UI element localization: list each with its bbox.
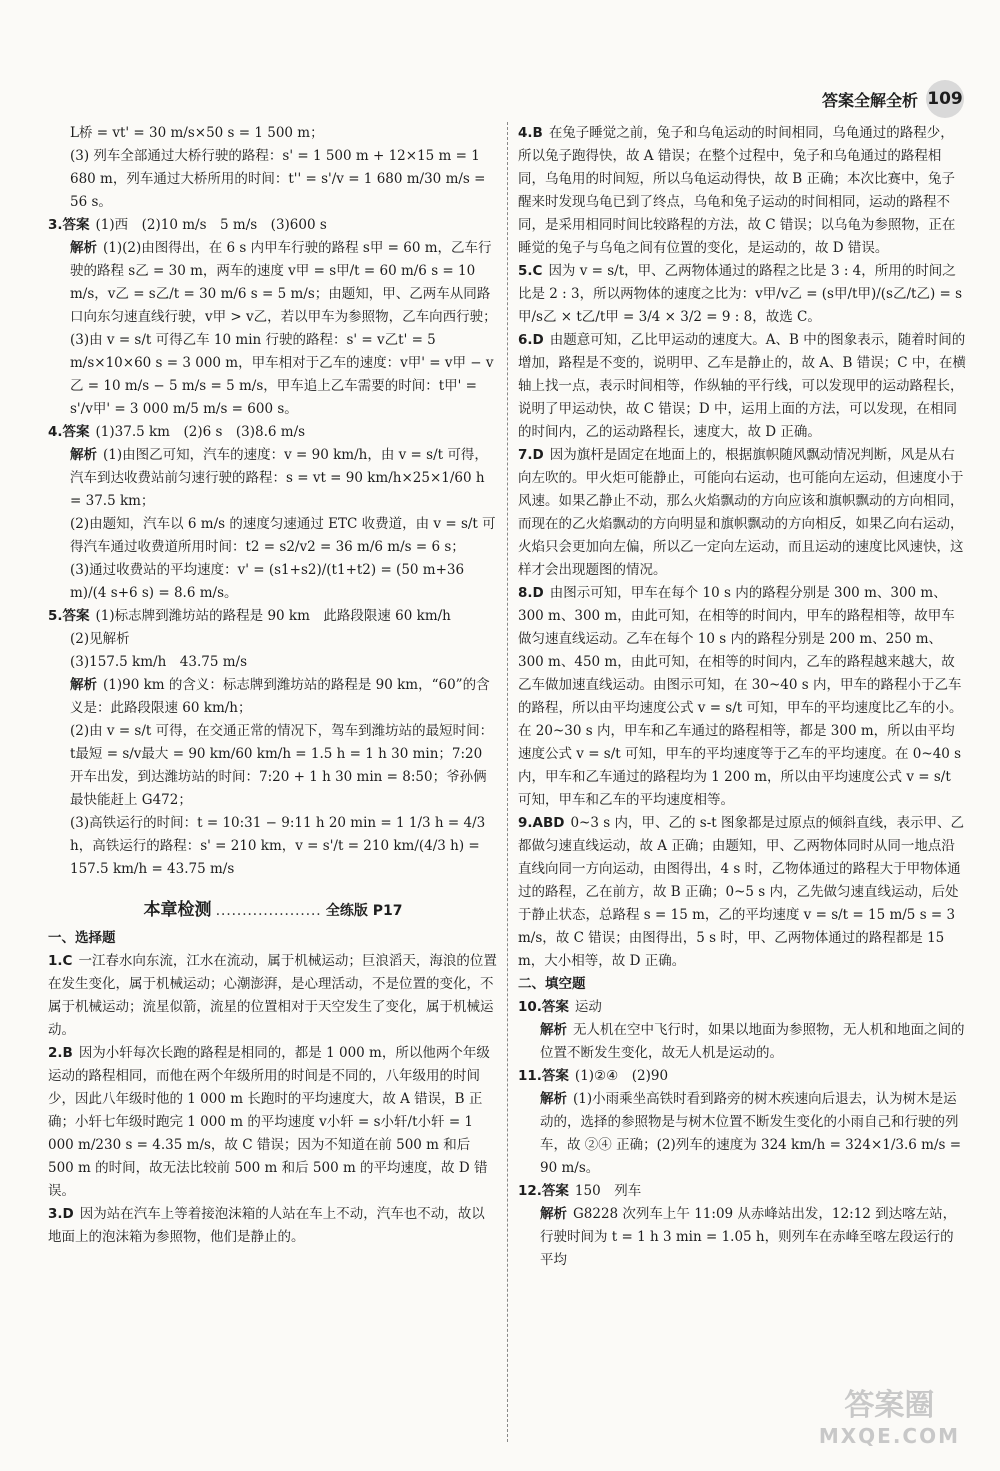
answer-label: 12.答案: [518, 1183, 569, 1199]
answer-label: 3.答案: [48, 217, 90, 233]
paragraph-text: (1)小雨乘坐高铁时看到路旁的树木疾速向后退去，认为树木是运动的，选择的参照物是与树木位置不断发生变化的小雨自己和行驶的列车，故 ②④ 正确；(2)列车的速度为 324 km/h = 324×1/3.6 m/s = 90 m/s。: [540, 1091, 962, 1176]
answer-label: 解析: [70, 240, 97, 256]
paragraph: [48, 674, 498, 720]
paragraph-text: (1)37.5 km (2)6 s (3)8.6 m/s: [95, 424, 306, 440]
paragraph: [48, 651, 498, 674]
answer-label: 解析: [70, 677, 97, 693]
page-header: [822, 80, 964, 118]
answer-label: 7.D: [518, 447, 544, 463]
paragraph: [518, 973, 966, 996]
paragraph-text: (3) 列车全部通过大桥行驶的路程：s' = 1 500 m + 12×15 m = 1 680 m，列车通过大桥所用的时间：t'' = s'/v = 1 680 m/30 m/s = 56 s。: [70, 148, 486, 210]
answer-label: 5.C: [518, 263, 543, 279]
paragraph: [518, 1180, 966, 1203]
chapter-ref: 全练版 P17: [325, 903, 403, 919]
paragraph: [48, 950, 498, 1042]
left-column: [48, 122, 498, 1249]
paragraph-text: (1)②④ (2)90: [574, 1068, 669, 1084]
paragraph: [518, 122, 966, 260]
answer-label: 1.C: [48, 953, 73, 969]
paragraph-text: 由图示可知，甲车在每个 10 s 内的路程分别是 300 m、300 m、300 m、300 m，由此可知，在相等的时间内，甲车的路程相等，故甲车做匀速直线运动。乙车在每个 10 s 内的路程分别是 200 m、250 m、300 m、450 m，由此可知，在相等的时间内，乙车的路程越来越大，故乙车做加速直线运动。由图示可知，在 30~40 s 内，甲车的路程小于乙车的路程，所以由平均速度公式 v = s/t 可知，甲车的平均速度比乙车的小。在 20~30 s 内，甲车和乙车通过的路程相等，都是 300 m，所以由平均速度公式 v = s/t 可知，甲车的平均速度等于乙车的平均速度。在 0~40 s 内，甲车和乙车通过的路程均为 1 200 m，所以由平均速度公式 v = s/t 可知，甲车和乙车的平均速度相等。: [518, 585, 963, 808]
paragraph-text: 0~3 s 内，甲、乙的 s-t 图象都是过原点的倾斜直线，表示甲、乙都做匀速直线运动，故 A 正确；由题知，甲、乙两物体同时从同一地点沿直线向同一方向运动，由图得出，4 s 时，乙物体通过的路程大于甲物体通过的路程，乙在前方，故 B 正确；0~5 s 内，乙先做匀速直线运动，后处于静止状态，总路程 s = 15 m，乙的平均速度 v = s/t = 15 m/5 s = 3 m/s，故 C 错误；由图得出，5 s 时，甲、乙两物体通过的路程都是 15 m，大小相等，故 D 正确。: [518, 815, 964, 969]
paragraph: [48, 122, 498, 145]
paragraph: [518, 1203, 966, 1272]
answer-label: 10.答案: [518, 999, 569, 1015]
paragraph-text: 无人机在空中飞行时，如果以地面为参照物，无人机和地面之间的位置不断发生变化，故无人机是运动的。: [540, 1022, 965, 1061]
paragraph-text: (1)西 (2)10 m/s 5 m/s (3)600 s: [95, 217, 327, 233]
chapter-heading: [48, 899, 498, 923]
paragraph-text: 由题意可知，乙比甲运动的速度大。A、B 中的图象表示，随着时间的增加，路程是不变的，说明甲、乙车是静止的，故 A、B 错误；C 中，在横轴上找一点，表示时间相等，作纵轴的平行线，可以发现甲的运动路程长，说明了甲运动快，故 C 错误；D 中，运用上面的方法，可以发现，在相同的时间内，乙的运动路程长，速度大，故 D 正确。: [518, 332, 966, 440]
paragraph-text: (3)通过收费站的平均速度：v' = (s1+s2)/(t1+t2) = (50 m+36 m)/(4 s+6 s) = 8.6 m/s。: [70, 562, 465, 601]
answer-label: 11.答案: [518, 1068, 569, 1084]
answer-label: 8.D: [518, 585, 544, 601]
paragraph-text: (1)标志牌到潍坊站的路程是 90 km 此路段限速 60 km/h: [95, 608, 451, 624]
paragraph: [48, 559, 498, 605]
paragraph: [518, 444, 966, 582]
answer-label: 解析: [540, 1091, 567, 1107]
paragraph: [48, 513, 498, 559]
paragraph-text: L桥 = vt' = 30 m/s×50 s = 1 500 m；: [70, 125, 324, 141]
paragraph-text: 150 列车: [574, 1183, 642, 1199]
paragraph: [48, 237, 498, 421]
answer-label: 解析: [70, 447, 97, 463]
paragraph-text: 运动: [574, 999, 602, 1015]
paragraph: [518, 1019, 966, 1065]
paragraph: [48, 145, 498, 214]
paragraph-text: 因为小轩每次长跑的路程是相同的，都是 1 000 m，所以他两个年级运动的路程相同，而他在两个年级所用的时间是不同的，八年级用的时间少，因此八年级时他的 1 000 m 长跑时的平均速度大，故 A 错误，B 正确；小轩七年级时跑完 1 000 m 的平均速度 v小轩 = s小轩/t小轩 = 1 000 m/230 s = 4.35 m/s，故 C 错误；因为不知道在前 500 m 和后 500 m 的时间，故无法比较前 500 m 和后 500 m 的平均速度，故 D 错误。: [48, 1045, 490, 1199]
paragraph: [48, 720, 498, 812]
page-number-badge: 109: [926, 80, 964, 118]
paragraph-text: (1)(2)由图得出，在 6 s 内甲车行驶的路程 s甲 = 60 m，乙车行驶的路程 s乙 = 30 m，两车的速度 v甲 = s甲/t = 60 m/6 s = 10 m/s，v乙 = s乙/t = 30 m/6 s = 5 m/s；由题知，甲、乙两车从同路口向东匀速直线行驶，v甲 > v乙，若以甲车为参照物，乙车向西行驶；(3)由 v = s/t 可得乙车 10 min 行驶的路程：s' = v乙t' = 5 m/s×10×60 s = 3 000 m，甲车相对于乙车的速度：v甲' = v甲 − v乙 = 10 m/s − 5 m/s = 5 m/s，甲车追上乙车需要的时间：t甲' = s'/v甲' = 3 000 m/5 m/s = 600 s。: [70, 240, 497, 417]
paragraph: [518, 329, 966, 444]
paragraph-text: (1)由图乙可知，汽车的速度：v = 90 km/h，由 v = s/t 可得，汽车到达收费站前匀速行驶的路程：s = vt = 90 km/h×25×1/60 h = 37.5 km；: [70, 447, 488, 509]
right-column: [518, 122, 966, 1272]
paragraph: [518, 812, 966, 973]
paragraph: [48, 421, 498, 444]
watermark-sub: MXQE.COM: [818, 1424, 960, 1448]
paragraph-text: 二、填空题: [518, 976, 586, 992]
paragraph: [518, 1088, 966, 1180]
answer-label: 3.D: [48, 1206, 74, 1222]
paragraph: [48, 444, 498, 513]
paragraph-text: (2)见解析: [70, 631, 130, 647]
paragraph-text: 在兔子睡觉之前，兔子和乌龟运动的时间相同，乌龟通过的路程少，所以兔子跑得快，故 A 错误；在整个过程中，兔子和乌龟通过的路程相同，乌龟用的时间短，所以乌龟运动得快，故 B 正确；本次比赛中，兔子醒来时发现乌龟已到了终点，乌龟和兔子运动的时间相同，运动的路程不同，是采用相同时间比较路程的方法，故 C 错误；以乌龟为参照物，正在睡觉的兔子与乌龟之间有位置的变化，是运动的，故 D 错误。: [518, 125, 956, 256]
watermark-main: 答案圈: [844, 1388, 935, 1423]
paragraph-text: 一、选择题: [48, 930, 116, 946]
answer-label: 9.ABD: [518, 815, 565, 831]
paragraph-text: (3)高铁运行的时间：t = 10:31 − 9:11 h 20 min = 1 1/3 h = 4/3 h，高铁运行的路程：s' = 210 km，v = s'/t = 210 km/(4/3 h) = 157.5 km/h = 43.75 m/s: [70, 815, 486, 877]
site-watermark: [818, 1388, 960, 1451]
header-title: 答案全解全析: [821, 90, 918, 110]
answer-label: 2.B: [48, 1045, 73, 1061]
paragraph-text: (1)90 km 的含义：标志牌到潍坊站的路程是 90 km，“60”的含义是：此路段限速 60 km/h；: [70, 677, 490, 716]
paragraph: [48, 1203, 498, 1249]
chapter-title: 本章检测: [143, 900, 212, 920]
paragraph: [48, 214, 498, 237]
answer-label: 5.答案: [48, 608, 90, 624]
paragraph-text: G8228 次列车上午 11:09 从赤峰站出发，12:12 到达喀左站，行驶时间为 t = 1 h 3 min = 1.05 h，则列车在赤峰至喀左段运行的平均: [540, 1206, 957, 1268]
paragraph: [48, 812, 498, 881]
paragraph-text: 因为 v = s/t，甲、乙两物体通过的路程之比是 3 : 4，所用的时间之比是 2 : 3，所以两物体的速度之比为：v甲/v乙 = (s甲/t甲)/(s乙/t乙) = s甲/s乙 × t乙/t甲 = 3/4 × 3/2 = 9 : 8，故选 C。: [518, 263, 963, 325]
paragraph: [518, 260, 966, 329]
paragraph: [518, 1065, 966, 1088]
paragraph: [48, 1042, 498, 1203]
paragraph: [518, 582, 966, 812]
paragraph: [48, 605, 498, 628]
chapter-dots: ....................: [215, 903, 322, 919]
answer-label: 解析: [540, 1022, 567, 1038]
answer-label: 6.D: [518, 332, 544, 348]
column-divider: [507, 122, 508, 1442]
paragraph-text: 一江春水向东流，江水在流动，属于机械运动；巨浪滔天，海浪的位置在发生变化，属于机械运动；心潮澎湃，是心理活动，不是位置的变化，不属于机械运动；流星似箭，流星的位置相对于天空发生了变化，属于机械运动。: [48, 953, 497, 1038]
paragraph: [48, 628, 498, 651]
answer-label: 4.答案: [48, 424, 90, 440]
paragraph: [48, 927, 498, 950]
paragraph-text: 因为站在汽车上等着接泡沫箱的人站在车上不动，汽车也不动，故以地面上的泡沫箱为参照物，他们是静止的。: [48, 1206, 485, 1245]
paragraph-text: (2)由题知，汽车以 6 m/s 的速度匀速通过 ETC 收费道，由 v = s/t 可得汽车通过收费道所用时间：t2 = s2/v2 = 36 m/6 m/s = 6 s；: [70, 516, 496, 555]
paragraph-text: 因为旗杆是固定在地面上的，根据旗帜随风飘动情况判断，风是从右向左吹的。甲火炬可能静止，可能向右运动，也可能向左运动，但速度小于风速。如果乙静止不动，那么火焰飘动的方向应该和旗帜飘动的方向相同，而现在的乙火焰飘动的方向明显和旗帜飘动的方向相反，如果乙向右运动，火焰只会更加向左偏，所以乙一定向左运动，而且运动的速度比风速快，这样才会出现题图的情况。: [518, 447, 964, 578]
answer-label: 解析: [540, 1206, 567, 1222]
answer-label: 4.B: [518, 125, 543, 141]
paragraph-text: (2)由 v = s/t 可得，在交通正常的情况下，驾车到潍坊站的最短时间：t最短 = s/v最大 = 90 km/60 km/h = 1.5 h = 1 h 30 min；7:20 开车出发，到达潍坊站的时间：7:20 + 1 h 30 min = 8:50；爷孙俩最快能赶上 G472；: [70, 723, 494, 808]
paragraph: [518, 996, 966, 1019]
paragraph-text: (3)157.5 km/h 43.75 m/s: [70, 654, 248, 670]
